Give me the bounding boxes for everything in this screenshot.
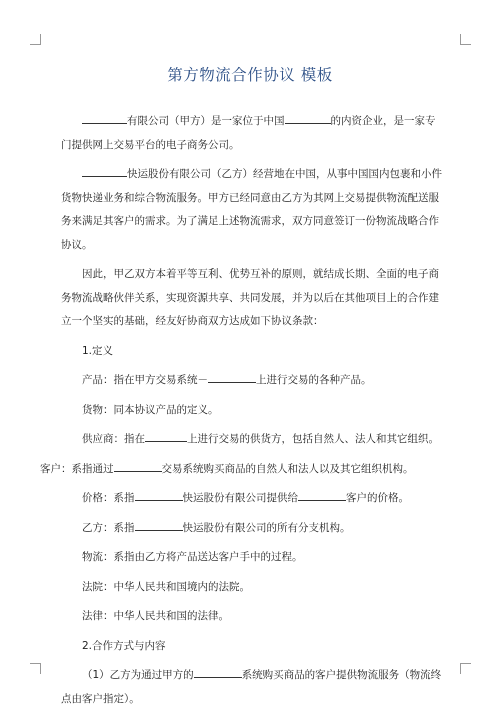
blank-field (194, 665, 242, 678)
paragraph-party-b: 快运股份有限公司（乙方）经营地在中国，从事中国国内包裹和小件货物快递业务和综合物流服务。甲方已经同意由乙方为其网上交易提供物流配送服务来满足其客户的需求。为了满足上述物流需求，双方同意签订一份物流战略合作协议。 (61, 163, 444, 257)
document-title: 第方物流合作协议 模板 (167, 66, 333, 84)
blank-field (208, 370, 256, 383)
paragraph-purpose: 因此，甲乙双方本着平等互利、优势互补的原则，就结成长期、全面的电子商务物流战略伙伴关系，实现资源共享、共同发展，并为以后在其他项目上的合作建立一个坚实的基础，经友好协商双方达成如下协议条款： (61, 268, 439, 327)
clause-1: （1）乙方为通过甲方的 系统购买商品的客户提供物流服务（物流终点由客户指定）。 (61, 664, 444, 711)
blank-field (145, 429, 187, 442)
blank-field (82, 164, 127, 177)
blank-field (114, 459, 162, 472)
definition-law: 法律：中华人民共和国的法律。 (82, 610, 229, 622)
blank-field (135, 488, 183, 501)
section-heading-cooperation: 2.合作方式与内容 (82, 639, 166, 652)
definition-price: 价格：系指 快运股份有限公司提供给 客户的价格。 (61, 487, 444, 511)
definition-court: 法院：中华人民共和国境内的法院。 (82, 580, 250, 593)
crop-mark-top-left (30, 34, 41, 45)
crop-mark-top-right (460, 34, 471, 45)
blank-field (135, 518, 183, 531)
definition-goods: 货物：同本协议产品的定义。 (82, 403, 219, 416)
definition-logistics: 物流：系指由乙方将产品送达客户手中的过程。 (82, 551, 303, 563)
blank-field (285, 111, 331, 124)
section-heading-definitions: 1.定义 (82, 344, 114, 357)
document-body (40, 110, 444, 717)
crop-mark-bottom-right (460, 663, 471, 674)
blank-field (82, 111, 127, 124)
crop-mark-bottom-left (30, 663, 41, 674)
definition-customer: 客户：系指通过 交易系统购买商品的自然人和法人以及其它组织机构。 (40, 458, 444, 482)
paragraph-party-a: 有限公司（甲方）是一家位于中国 的内资企业，是一家专门提供网上交易平台的电子商务公司。 (61, 110, 444, 157)
definition-party-b: 乙方：系指 快运股份有限公司的所有分支机构。 (61, 517, 444, 541)
definition-supplier: 供应商：指在 上进行交易的供货方，包括自然人、法人和其它组织。 (61, 428, 444, 452)
definition-product: 产品：指在甲方交易系统－ 上进行交易的各种产品。 (61, 369, 444, 393)
blank-field (298, 488, 346, 501)
